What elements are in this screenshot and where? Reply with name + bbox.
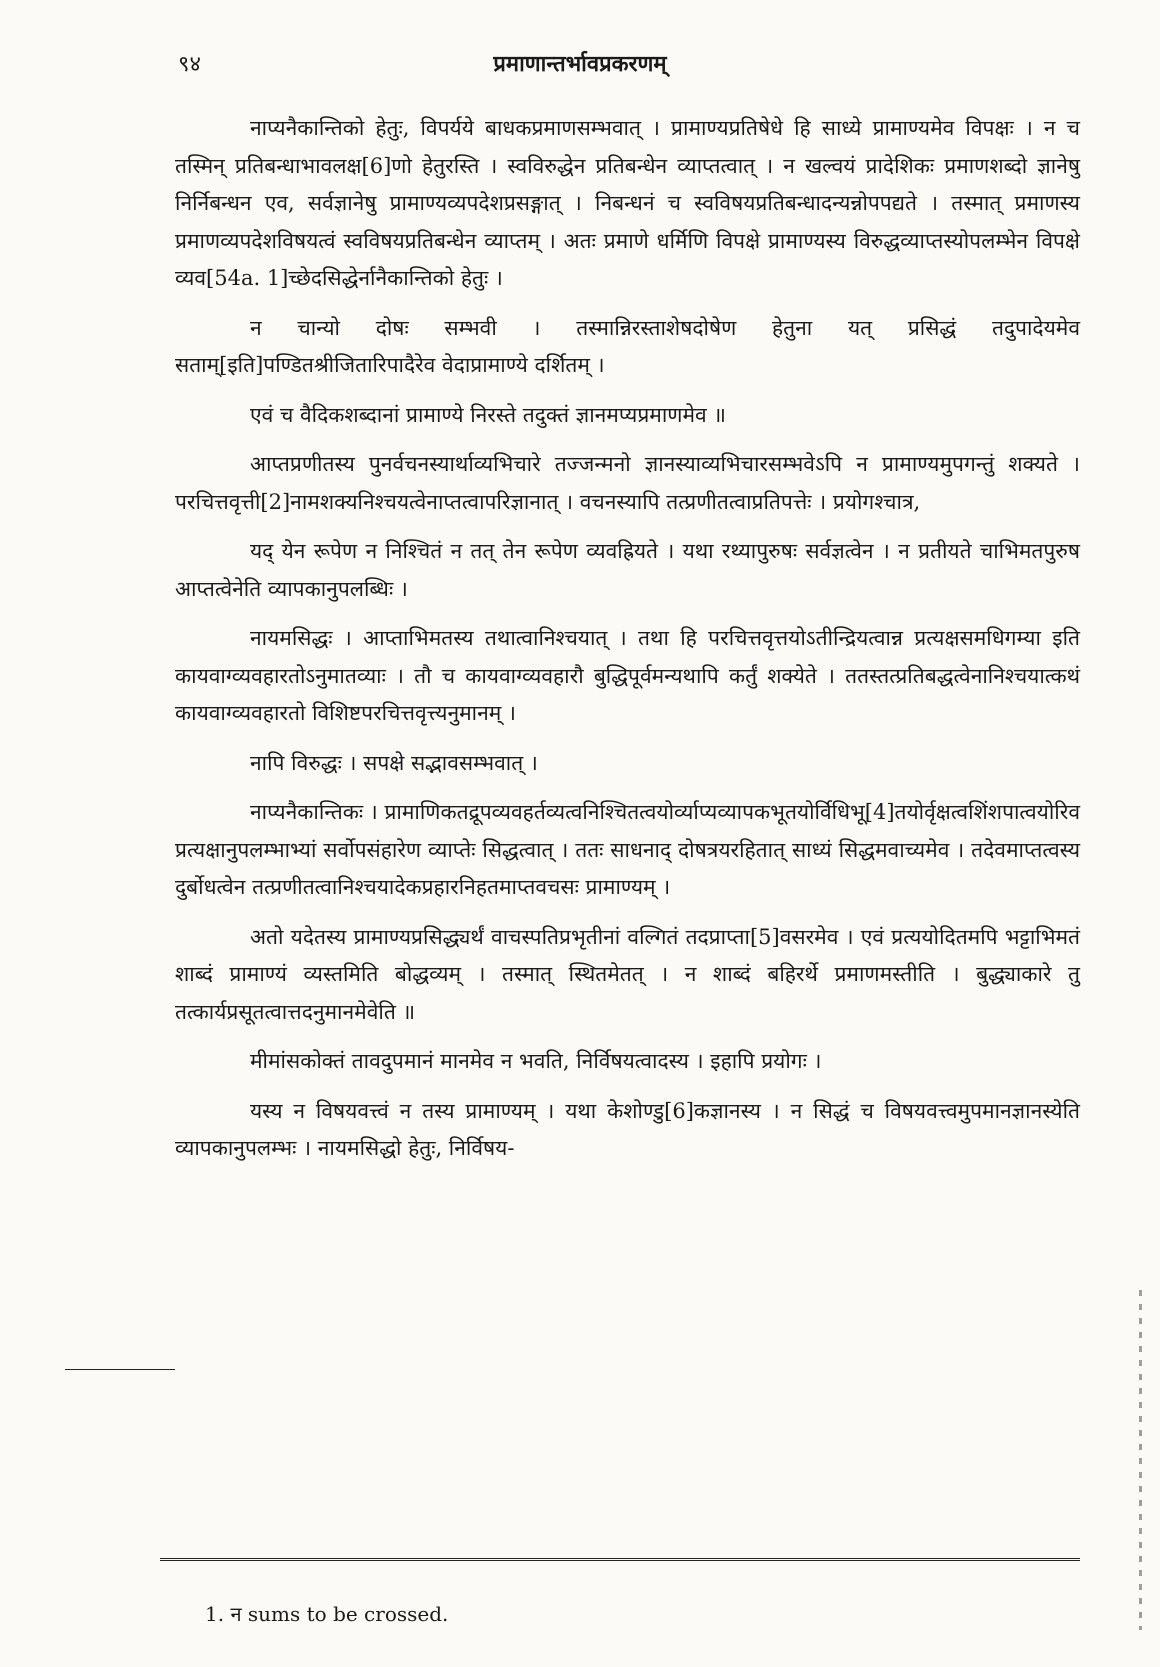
- paragraph-1: नाप्यनैकान्तिको हेतुः, विपर्यये बाधकप्रमाणसम्भवात् । प्रामाण्यप्रतिषेधे हि साध्ये प्रामाण्यमेव विपक्षः । न च तस्मिन् प्रतिबन्धाभावलक्ष[6]णो हेतुरस्ति । स्वविरुद्धेन प्रतिबन्धेन व्याप्तत्वात् । न खल्वयं प्रादेशिकः प्रमाणशब्दो ज्ञानेषु निर्निबन्धन एव, सर्वज्ञानेषु प्रामाण्यव्यपदेशप्रसङ्गात् । निबन्धनं च स्वविषयप्रतिबन्धादन्यन्नोपपद्यते । तस्मात् प्रमाणस्य प्रमाणव्यपदेशविषयत्वं स्वविषयप्रतिबन्धेन व्याप्तम् । अतः प्रमाणे धर्मिणि विपक्षे प्रामाण्यस्य विरुद्धव्याप्तस्योपलम्भेन विपक्षे व्यव[54a. 1]च्छेदसिद्धेर्नानैकान्तिको हेतुः ।: [175, 116, 1080, 290]
- paragraph-8: नाप्यनैकान्तिकः । प्रामाणिकतद्रूपव्यवहर्तव्यत्वनिश्चितत्वयोर्व्याप्यव्यापकभूतयोर्विधिभू[4]तयोर्वृक्षत्वशिंशपात्वयोरिव प्रत्यक्षानुपलम्भाभ्यां सर्वोपसंहारेण व्याप्तेः सिद्धत्वात् । ततः साधनाद् दोषत्रयरहितात् साध्यं सिद्धमवाच्यमेव । तदेवमाप्तत्वस्य दुर्बोधत्वेन तत्प्रणीतत्वानिश्चयादेकप्रहारनिहतमाप्तवचसः प्रामाण्यम् ।: [175, 800, 1080, 899]
- scan-edge-mark: [1139, 1290, 1142, 1630]
- paragraph-6: नायमसिद्धः । आप्ताभिमतस्य तथात्वानिश्चयात् । तथा हि परचित्तवृत्तयोऽतीन्द्रियत्वान्न प्रत्यक्षसमधिगम्या इति कायवाग्व्यवहारतोऽनुमातव्याः । तौ च कायवाग्व्यवहारौ बुद्धिपूर्वमन्यथापि कर्तुं शक्येते । ततस्तत्प्रतिबद्धत्वेनानिश्चयात्कथं कायवाग्व्यवहारतो विशिष्टपरचित्तवृत्त्यनुमानम् ।: [175, 626, 1080, 725]
- margin-mark: [65, 1369, 175, 1370]
- paragraph-9: अतो यदेतस्य प्रामाण्यप्रसिद्ध्यर्थं वाचस्पतिप्रभृतीनां वल्गितं तदप्राप्ता[5]वसरमेव । एवं प्रत्ययोदितमपि भट्टाभिमतं शाब्दं प्रामाण्यं व्यस्तमिति बोद्धव्यम् । तस्मात् स्थितमेतत् । न शाब्दं बहिरर्थे प्रमाणमस्तीति । बुद्ध्याकारे तु तत्कार्यप्रसूतत्वात्तदनुमानमेवेति ॥: [175, 924, 1080, 1024]
- paragraph-5: यद् येन रूपेण न निश्चितं न तत् तेन रूपेण व्यवह्रियते । यथा रथ्यापुरुषः सर्वज्ञत्वेन । न प्रतीयते चाभिमतपुरुष आप्तत्वेनेति व्यापकानुपलब्धिः ।: [175, 539, 1080, 601]
- running-head: प्रमाणान्तर्भावप्रकरणम्: [493, 51, 667, 77]
- paragraph-10: मीमांसकोक्तं तावदुपमानं मानमेव न भवति, निर्विषयत्वादस्य । इहापि प्रयोगः ।: [250, 1049, 822, 1073]
- page-number: ९४: [178, 52, 201, 77]
- main-text: [175, 110, 1080, 1178]
- paragraph-11: यस्य न विषयवत्त्वं न तस्य प्रामाण्यम् । यथा केशोण्डु[6]कज्ञानस्य । न सिद्धं च विषयवत्त्वमुपमानज्ञानस्येति व्यापकानुपलम्भः । नायमसिद्धो हेतुः, निर्विषय-: [175, 1098, 1080, 1160]
- paragraph-7: नापि विरुद्धः । सपक्षे सद्भावसम्भवात् ।: [250, 750, 538, 775]
- footnote: 1. न sums to be crossed.: [205, 1602, 449, 1626]
- paragraph-2: न चान्यो दोषः सम्भवी । तस्मान्निरस्ताशेषदोषेण हेतुना यत् प्रसिद्धं तदुपादेयमेव सताम्[इति]पण्डितश्रीजितारिपादैरेव वेदाप्रामाण्ये दर्शितम् ।: [175, 315, 1080, 377]
- paragraph-3: एवं च वैदिकशब्दानां प्रामाण्ये निरस्ते तदुक्तं ज्ञानमप्यप्रमाणमेव ॥: [250, 402, 726, 427]
- paragraph-4: आप्तप्रणीतस्य पुनर्वचनस्यार्थाव्यभिचारे तज्जन्मनो ज्ञानस्याव्यभिचारसम्भवेऽपि न प्रामाण्यमुपगन्तुं शक्यते । परचित्तवृत्ती[2]नामशक्यनिश्चयत्वेनाप्तत्वापरिज्ञानात् । वचनस्यापि तत्प्रणीतत्वाप्रतिपत्तेः । प्रयोगश्चात्र,: [175, 452, 1080, 514]
- page-header: [0, 48, 1160, 88]
- footnote-rule: [160, 1558, 1080, 1561]
